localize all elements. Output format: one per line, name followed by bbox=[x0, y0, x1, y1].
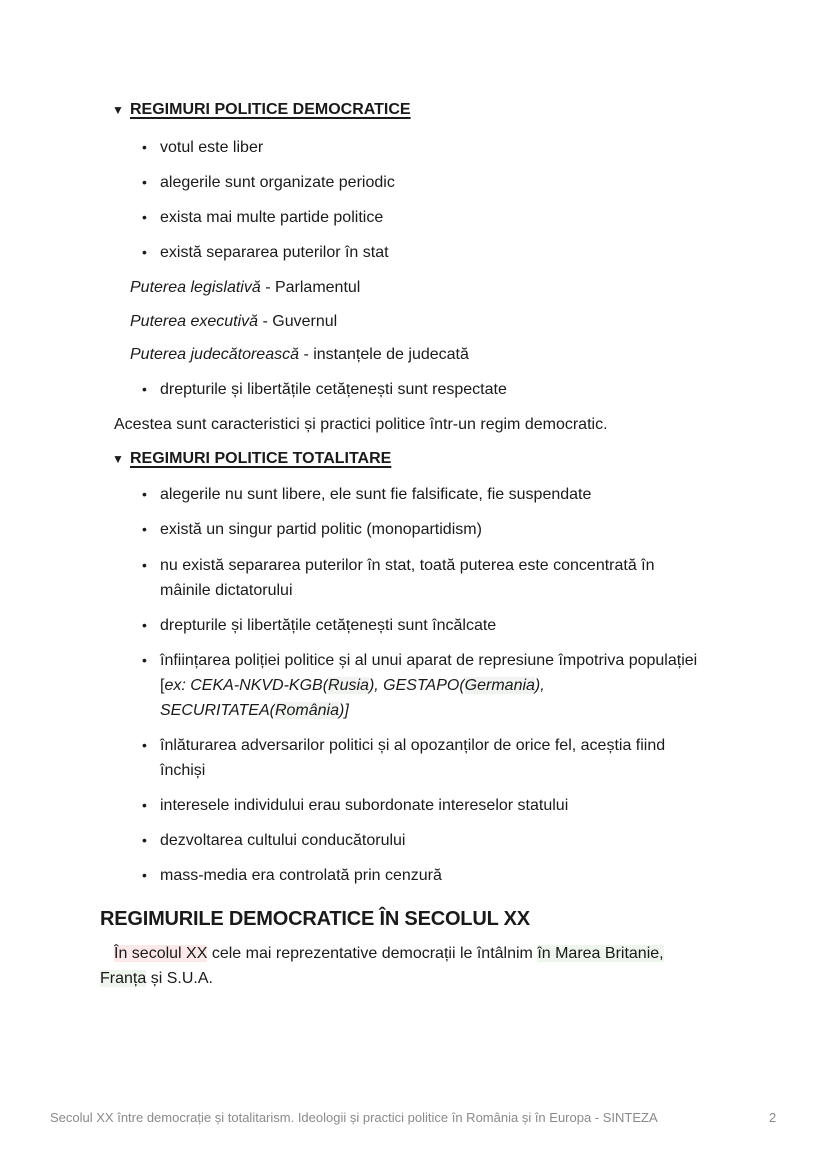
bullet-icon: • bbox=[142, 832, 147, 848]
triangle-down-icon[interactable]: ▼ bbox=[112, 103, 124, 117]
bullet-icon: • bbox=[142, 797, 147, 813]
section-heading-label: REGIMURI POLITICE TOTALITARE bbox=[130, 450, 392, 467]
repression-examples: [ex: CEKA-NKVD-KGB(Rusia), GESTAPO(Germania), SECURITATEA(România)] bbox=[160, 677, 545, 719]
list-item: • interesele individului erau subordonate intereselor statului bbox=[142, 793, 722, 818]
bullet-icon: • bbox=[142, 381, 147, 397]
list-item: • există un singur partid politic (monopartidism) bbox=[142, 517, 722, 542]
list-item: • exista mai multe partide politice bbox=[142, 205, 722, 230]
heading-regimurile-democratice: REGIMURILE DEMOCRATICE ÎN SECOLUL XX bbox=[100, 908, 530, 930]
page-footer: Secolul XX între democrație și totalitarism. Ideologii și practici politice în România și în Europa - SINTEZA bbox=[50, 1110, 658, 1125]
bullet-icon: • bbox=[142, 521, 147, 537]
bullet-icon: • bbox=[142, 557, 147, 573]
page-number: 2 bbox=[769, 1110, 777, 1125]
section-heading-label: REGIMURI POLITICE DEMOCRATICE bbox=[130, 101, 411, 118]
bullet-icon: • bbox=[142, 174, 147, 190]
democratic-conclusion: Acestea sunt caracteristici și practici politice într-un regim democratic. bbox=[114, 416, 608, 433]
bullet-icon: • bbox=[142, 486, 147, 502]
list-item: • votul este liber bbox=[142, 135, 722, 160]
list-item: • înlăturarea adversarilor politici și al opozanților de orice fel, aceștia fiind închiși bbox=[142, 733, 722, 783]
bullet-icon: • bbox=[142, 652, 147, 668]
bullet-icon: • bbox=[142, 244, 147, 260]
list-item: • înființarea poliției politice și al unui aparat de represiune împotriva populației [ex: CEKA-NKVD-KGB(Rusia), GESTAPO(Germania), SECURITATEA(România)] bbox=[142, 648, 722, 723]
bullet-icon: • bbox=[142, 867, 147, 883]
list-item: • dezvoltarea cultului conducătorului bbox=[142, 828, 722, 853]
list-item: • mass-media era controlată prin cenzură bbox=[142, 863, 722, 888]
list-item: • drepturile și libertățile cetățenești sunt încălcate bbox=[142, 613, 722, 638]
list-item: • drepturile și libertățile cetățenești sunt respectate bbox=[142, 377, 722, 402]
paragraph-democracies: În secolul XX cele mai reprezentative democrații le întâlnim în Marea Britanie, Franța și S.U.A. bbox=[100, 945, 664, 987]
triangle-down-icon[interactable]: ▼ bbox=[112, 452, 124, 466]
section-heading-democratice[interactable] bbox=[112, 101, 411, 119]
bullet-icon: • bbox=[142, 617, 147, 633]
bullet-icon: • bbox=[142, 737, 147, 753]
list-item: • nu există separarea puterilor în stat, toată puterea este concentrată în mâinile dictatorului bbox=[142, 553, 722, 603]
power-executive: Puterea executivă - Guvernul bbox=[130, 313, 338, 330]
bullet-icon: • bbox=[142, 139, 147, 155]
bullet-icon: • bbox=[142, 209, 147, 225]
list-item: • alegerile nu sunt libere, ele sunt fie falsificate, fie suspendate bbox=[142, 482, 722, 507]
section-heading-totalitare[interactable] bbox=[112, 450, 391, 468]
list-item: • există separarea puterilor în stat bbox=[142, 240, 722, 265]
power-judicial: Puterea judecătorească - instanțele de judecată bbox=[130, 346, 469, 363]
list-item: • alegerile sunt organizate periodic bbox=[142, 170, 722, 195]
power-legislative: Puterea legislativă - Parlamentul bbox=[130, 279, 361, 296]
